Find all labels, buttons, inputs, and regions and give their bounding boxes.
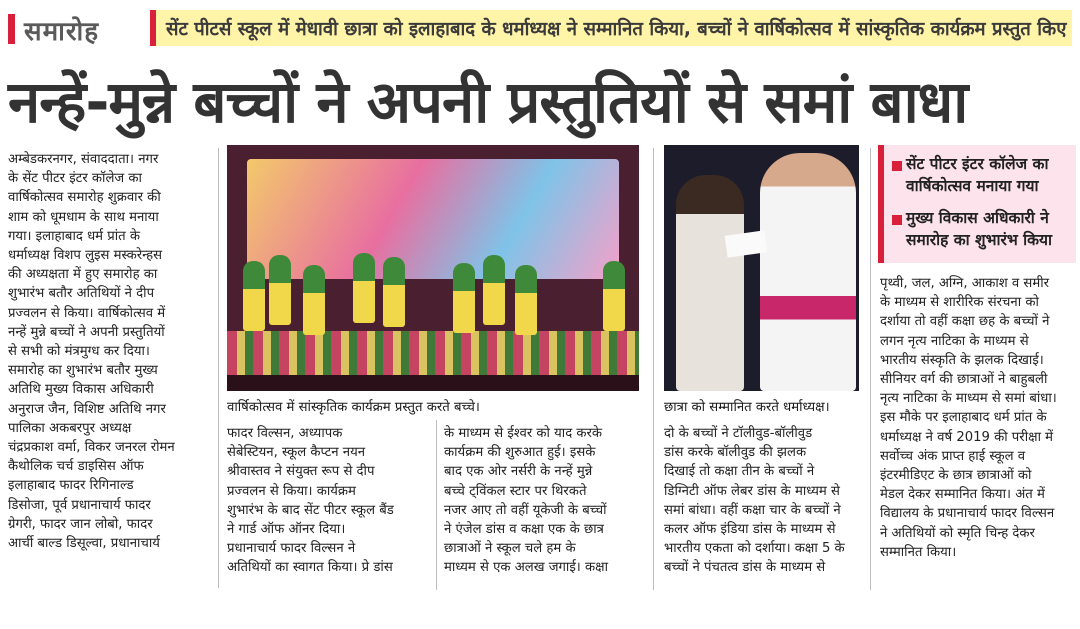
text-line: वार्षिकोत्सव समारोह शुक्रवार की <box>8 190 161 206</box>
text-line: सम्मानित किया। <box>880 544 957 560</box>
article-column-2 <box>227 424 394 578</box>
photo-caption-1: वार्षिकोत्सव में सांस्कृतिक कार्यक्रम प्रस्तुत करते बच्चे। <box>227 400 480 415</box>
highlight-item <box>890 153 1048 197</box>
text-line: कार्यक्रम की शुरुआत हुई। इसके <box>444 445 596 461</box>
text-line: नृत्य नाटिका के माध्यम से समां बांधा। <box>880 391 1057 407</box>
dancer-figure <box>383 257 405 327</box>
column-divider <box>870 148 871 590</box>
text-line: मेडल देकर सम्मानित किया। अंत में <box>880 487 1045 503</box>
text-line: लगन नृत्य नाटिका के माध्यम से <box>880 333 1029 349</box>
article-column-4 <box>664 424 845 578</box>
text-line: दो के बच्चों ने टॉलीवुड-बॉलीवुड <box>664 426 813 441</box>
text-line: डिग्निटी ऑफ लेबर डांस के माध्यम से <box>664 483 840 499</box>
text-line: सेबेस्टियन, स्कूल कैप्टन नयन <box>227 445 366 461</box>
text-line: ने गार्ड ऑफ ऑनर दिया। <box>227 522 346 538</box>
text-line: ने एंजेल डांस व कक्षा एक के छात्र <box>444 522 604 538</box>
text-line: छात्राओं ने स्कूल चले हम के <box>444 541 576 557</box>
text-line: गया। इलाहाबाद धर्म प्रांत के <box>8 228 141 244</box>
text-line: इंटरमीडिएट के छात्र छात्राओं को <box>880 468 1032 484</box>
text-line: सीनियर वर्ग की छात्राओं ने बाहुबली <box>880 372 1048 388</box>
text-line: समां बांधा। वहीं कक्षा चार के बच्चों ने <box>664 502 841 518</box>
text-line: विद्यालय के प्रधानाचार्य फादर विल्सन <box>880 506 1055 522</box>
dancer-figure <box>303 265 325 335</box>
text-line: बच्चों ने पंचतत्व डांस के माध्यम से <box>664 560 826 576</box>
text-line: शुभारंभ बतौर अतिथियों ने दीप <box>8 286 155 302</box>
dancer-figure <box>269 255 291 325</box>
stage-screen <box>247 159 619 279</box>
header-strip <box>0 8 1080 50</box>
text-line: कैथोलिक चर्च डाइसिस ऑफ <box>8 459 144 475</box>
text-line: माध्यम से एक अलख जगाई। कक्षा <box>444 560 608 576</box>
section-tag: समारोह <box>24 17 100 47</box>
tag-accent-bar <box>8 14 15 44</box>
text-line: से सभी को मंत्रमुग्ध कर दिया। <box>8 344 150 360</box>
column-divider <box>218 148 219 588</box>
headline: नन्हें-मुन्ने बच्चों ने अपनी प्रस्तुतियों से समां बाधा <box>8 68 968 136</box>
text-line: अतिथियों का स्वागत किया। प्रे डांस <box>227 560 393 576</box>
text-line: प्रधानाचार्य फादर विल्सन ने <box>227 541 356 557</box>
text-line: सर्वोच्च अंक प्राप्त हाई स्कूल व <box>880 448 1026 464</box>
highlights-box <box>878 145 1076 263</box>
text-line: नजर आए तो वहीं यूकेजी के बच्चों <box>444 502 607 518</box>
highlight-item <box>890 207 1052 251</box>
text-line: दिखाई तो कक्षा तीन के बच्चों ने <box>664 464 815 480</box>
highlight-line: समारोह का शुभारंभ किया <box>906 231 1053 249</box>
dancer-figure <box>453 263 475 333</box>
text-line: इस मौके पर इलाहाबाद धर्म प्रांत के <box>880 410 1047 426</box>
text-line: बच्चे ट्विंकल स्टार पर थिरकते <box>444 483 587 499</box>
text-line: पृथ्वी, जल, अग्नि, आकाश व समीर <box>880 276 1050 291</box>
text-line: फादर विल्सन, अध्यापक <box>227 426 343 441</box>
dancer-figure <box>353 253 375 323</box>
text-line: प्रज्वलन से किया। कार्यक्रम <box>227 483 356 499</box>
text-line: दर्शाया तो वहीं कक्षा छह के बच्चों ने <box>880 314 1050 330</box>
text-line: की अध्यक्षता में हुए समारोह का <box>8 267 158 283</box>
text-line: आर्ची बाल्ड डिसूल्वा, प्रधानाचार्य <box>8 536 160 552</box>
dancer-figure <box>515 265 537 335</box>
article-column-3 <box>444 424 608 578</box>
text-line: धर्माध्यक्ष ने वर्ष 2019 की परीक्षा में <box>880 429 1054 445</box>
highlight-line: मुख्य विकास अधिकारी ने <box>906 209 1049 227</box>
text-line: प्रज्वलन से किया। वार्षिकोत्सव में <box>8 305 166 321</box>
text-line: शाम को धूमधाम के साथ मनाया <box>8 209 159 225</box>
column-divider <box>653 148 654 590</box>
subheadline: सेंट पीटर्स स्कूल में मेधावी छात्रा को इलाहाबाद के धर्माध्यक्ष ने सम्मानित किया, बच्चों ने वार्षिकोत्सव में सांस्कृतिक कार्यक्रम प्रस्तुत किए <box>166 18 1067 40</box>
text-line: अतिथि मुख्य विकास अधिकारी <box>8 382 154 398</box>
text-line: डांस करके बॉलीवुड की झलक <box>664 445 807 461</box>
article-column-1 <box>8 150 175 553</box>
text-line: अनुराज जैन, विशिष्ट अतिथि नगर <box>8 401 166 417</box>
text-line: डिसोजा, पूर्व प्रधानाचार्य फादर <box>8 497 151 513</box>
text-line: नन्हें मुन्ने बच्चों ने अपनी प्रस्तुतियों <box>8 324 165 340</box>
text-line: के सेंट पीटर इंटर कॉलेज का <box>8 171 142 187</box>
subheadline-box <box>150 10 1072 46</box>
text-line: कलर ऑफ इंडिया डांस के माध्यम से <box>664 522 836 538</box>
text-line: इलाहाबाद फादर रिगिनाल्ड <box>8 478 134 494</box>
honour-photo <box>664 145 859 391</box>
dancer-figure <box>603 261 625 331</box>
bishop-figure <box>760 153 856 391</box>
text-line: बाद एक ओर नर्सरी के नन्हें मुन्ने <box>444 464 593 480</box>
dancer-figure <box>243 261 265 331</box>
dance-performance-photo <box>227 145 639 391</box>
text-line: ने अतिथियों को स्मृति चिन्ह देकर <box>880 525 1035 541</box>
student-figure <box>676 175 744 391</box>
highlight-line: सेंट पीटर इंटर कॉलेज का <box>906 155 1049 173</box>
stage-flowers <box>227 331 639 375</box>
text-line: के माध्यम से ईश्वर को याद करके <box>444 426 603 441</box>
text-line: समारोह का शुभारंभ बतौर मुख्य <box>8 363 158 379</box>
text-line: के माध्यम से शारीरिक संरचना को <box>880 295 1039 311</box>
text-line: शुभारंभ के बाद सेंट पीटर स्कूल बैंड <box>227 502 394 518</box>
highlight-line: वार्षिकोत्सव मनाया गया <box>906 177 1039 195</box>
column-divider <box>436 420 437 590</box>
text-line: पालिका अकबरपुर अध्यक्ष <box>8 420 132 436</box>
text-line: श्रीवास्तव ने संयुक्त रूप से दीप <box>227 464 375 480</box>
text-line: धर्माध्यक्ष विशप लुइस मस्करेन्हस <box>8 248 162 264</box>
photo-caption-2: छात्रा को सम्मानित करते धर्माध्यक्ष। <box>664 400 830 415</box>
text-line: भारतीय संस्कृति के झलक दिखाई। <box>880 352 1044 368</box>
stage-floor <box>227 375 639 391</box>
text-line: अम्बेडकरनगर, संवाददाता। नगर <box>8 152 159 167</box>
dancer-figure <box>483 255 505 325</box>
article-column-5 <box>880 274 1057 562</box>
text-line: ग्रेगरी, फादर जान लोबो, फादर <box>8 516 153 532</box>
text-line: चंद्रप्रकाश वर्मा, विकर जनरल रोमन <box>8 440 175 456</box>
text-line: भारतीय एकता को दर्शाया। कक्षा 5 के <box>664 541 845 557</box>
